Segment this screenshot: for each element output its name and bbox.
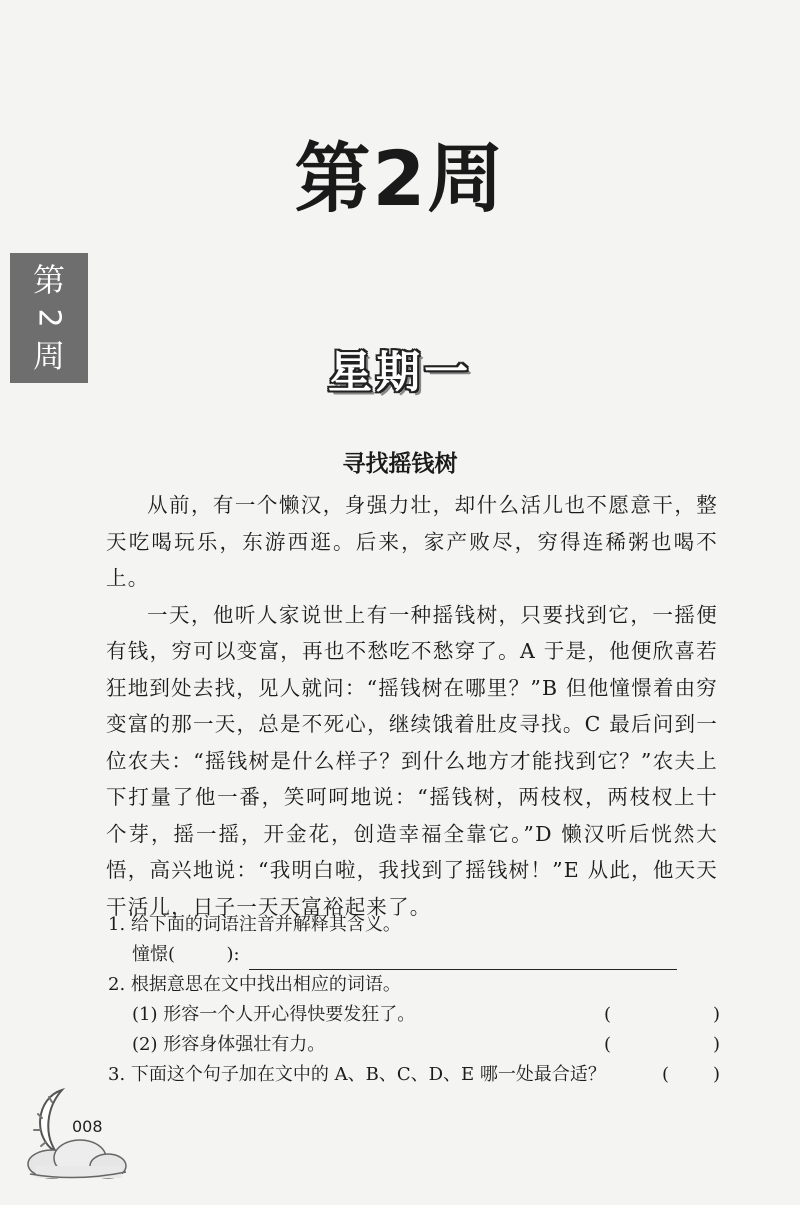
story-paragraph: 从前，有一个懒汉，身强力壮，却什么活儿也不愿意干，整天吃喝玩乐，东游西逛。后来，家产败尽，穷得连稀粥也喝不上。 [106,493,718,590]
page-number: 008 [72,1117,103,1136]
question-1-word: 憧憬( [132,944,176,965]
question-2: 2. 根据意思在文中找出相应的词语。 [108,974,401,995]
paren-close: ) [712,1064,720,1085]
question-1-word-close: ): [226,944,240,965]
side-tab-number: 2 [32,308,67,328]
question-3-text: 3. 下面这个句子加在文中的 A、B、C、D、E 哪一处最合适？ [108,1064,606,1085]
side-tab-char-3: 周 [32,337,65,375]
page-title: 第2周 [294,134,506,223]
paren-close: ) [712,1034,720,1055]
story-title: 寻找摇钱树 [342,451,458,477]
day-heading: 星期一 [328,347,472,398]
meaning-answer-line[interactable] [249,947,677,970]
question-3 [108,1060,720,1090]
paren-open: ( [604,1034,612,1055]
side-tab-char-1: 第 [32,261,65,299]
question-1: 1. 给下面的词语注音并解释其含义。 [108,914,401,935]
story-body [106,487,718,925]
paren-open: ( [662,1064,670,1085]
question-2-item-2-text: (2) 形容身体强壮有力。 [132,1034,326,1055]
question-2-item-2 [108,1030,720,1060]
question-2-item-1-text: (1) 形容一个人开心得快要发狂了。 [132,1004,416,1025]
exercise-section [108,910,720,1090]
paren-close: ) [712,1004,720,1025]
answer-blank[interactable] [662,1060,720,1090]
question-1-answer-row [108,940,720,970]
paren-open: ( [604,1004,612,1025]
question-2-item-1 [108,1000,720,1030]
answer-blank[interactable] [604,1000,720,1030]
story-paragraph: 一天，他听人家说世上有一种摇钱树，只要找到它，一摇便有钱，穷可以变富，再也不愁吃不愁穿了。A 于是，他便欣喜若狂地到处去找，见人就问：“摇钱树在哪里？”B 但他憧憬着由穷变富的那一天，总是不死心，继续饿着肚皮寻找。C 最后问到一位农夫：“摇钱树是什么样子？到什么地方才能找到它？”农夫上下打量了他一番，笑呵呵地说：“摇钱树，两枝杈，两枝杈上十个芽，摇一摇，开金花，创造幸福全靠它。”D 懒汉听后恍然大悟，高兴地说：“我明白啦，我找到了摇钱树！”E 从此，他天天干活儿，日子一天天富裕起来了。 [106,602,718,919]
answer-blank[interactable] [604,1030,720,1060]
